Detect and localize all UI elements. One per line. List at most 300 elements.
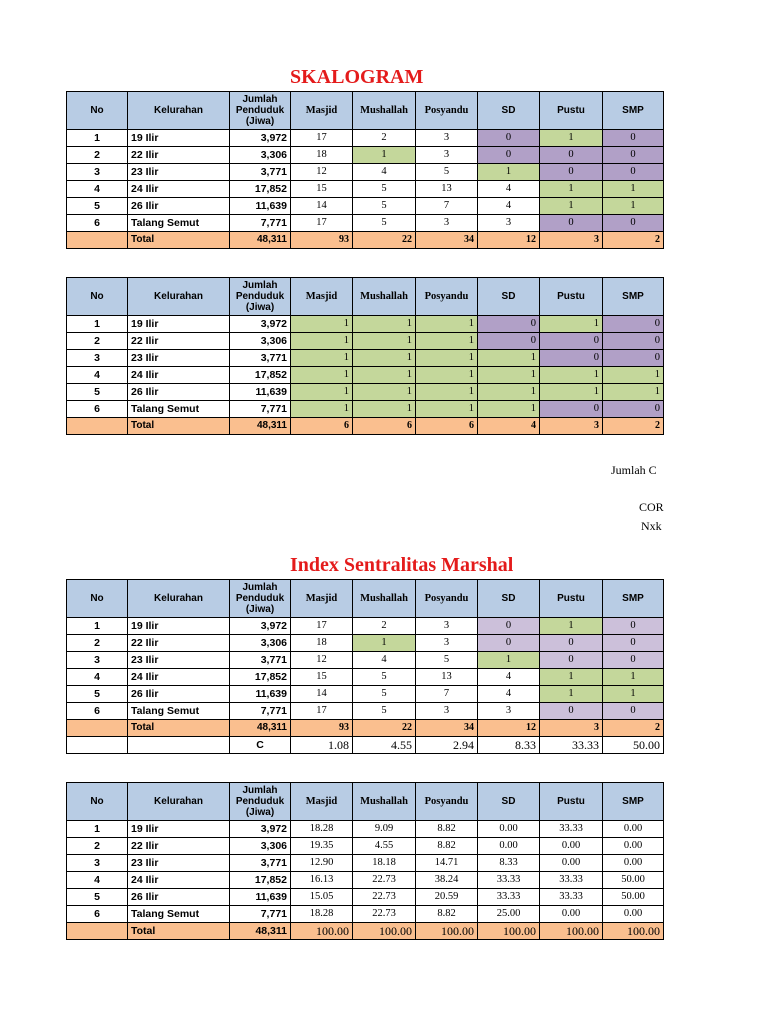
cell-kelurahan: 24 Ilir (128, 872, 230, 889)
cell-masjid: 18.28 (291, 821, 353, 838)
skalogram-table (66, 91, 664, 249)
cell-sd: 4 (478, 686, 540, 703)
table-header (67, 783, 664, 821)
header-masjid: Masjid (291, 580, 353, 618)
cell-sd: 0 (478, 333, 540, 350)
cell-masjid: 17 (291, 618, 353, 635)
table-header (67, 92, 664, 130)
cell-jumlah: 11,639 (230, 889, 291, 906)
table-row (67, 821, 664, 838)
cell-posyandu: 3 (416, 618, 478, 635)
total-mushallah: 22 (353, 232, 416, 249)
total-sd: 4 (478, 418, 540, 435)
cell-sd: 0 (478, 618, 540, 635)
cell-smp: 0 (603, 333, 664, 350)
cell-kelurahan: Talang Semut (128, 906, 230, 923)
total-sd: 12 (478, 720, 540, 737)
cell-sd: 1 (478, 384, 540, 401)
cell-smp: 1 (603, 181, 664, 198)
cell-smp: 0 (603, 703, 664, 720)
header-smp: SMP (603, 783, 664, 821)
cell-sd: 25.00 (478, 906, 540, 923)
side-text-jumlah-c: Jumlah C (611, 463, 657, 477)
cell-posyandu: 13 (416, 669, 478, 686)
total-mushallah: 100.00 (353, 923, 416, 940)
cell-masjid: 17 (291, 703, 353, 720)
cell-smp: 0 (603, 147, 664, 164)
header-kelurahan: Kelurahan (128, 278, 230, 316)
cell-sd: 4 (478, 669, 540, 686)
cell-masjid: 1 (291, 384, 353, 401)
cell-no: 5 (67, 686, 128, 703)
table-row (67, 350, 664, 367)
cell-mushallah: 18.18 (353, 855, 416, 872)
table-row (67, 316, 664, 333)
cell-no: 6 (67, 215, 128, 232)
cell-masjid: 1 (291, 401, 353, 418)
cell-smp: 0 (603, 316, 664, 333)
side-text-cor: COR (639, 500, 664, 514)
cell-smp: 0 (603, 635, 664, 652)
cell-mushallah: 5 (353, 703, 416, 720)
header-pustu: Pustu (540, 92, 603, 130)
cell-pustu: 1 (540, 316, 603, 333)
cell-sd: 1 (478, 367, 540, 384)
binary-skalogram-table (66, 277, 664, 435)
cell-sd: 0.00 (478, 821, 540, 838)
header-sd: SD (478, 278, 540, 316)
cell-posyandu: 7 (416, 198, 478, 215)
cell-mushallah: 1 (353, 333, 416, 350)
table-row (67, 635, 664, 652)
cell-smp: 0 (603, 618, 664, 635)
cell-smp: 0 (603, 401, 664, 418)
cell-sd: 0 (478, 147, 540, 164)
header-masjid: Masjid (291, 92, 353, 130)
cell-no: 1 (67, 618, 128, 635)
total-posyandu: 34 (416, 720, 478, 737)
total-masjid: 100.00 (291, 923, 353, 940)
header-mushallah: Mushallah (353, 580, 416, 618)
total-masjid: 6 (291, 418, 353, 435)
cell-kelurahan: Talang Semut (128, 215, 230, 232)
cell-posyandu: 20.59 (416, 889, 478, 906)
cell-jumlah: 3,972 (230, 316, 291, 333)
header-sd: SD (478, 92, 540, 130)
cell-masjid: 18 (291, 147, 353, 164)
cell-kelurahan: 23 Ilir (128, 652, 230, 669)
cell-posyandu: 38.24 (416, 872, 478, 889)
total-row (67, 923, 664, 940)
cell-kelurahan: 23 Ilir (128, 164, 230, 181)
cell-pustu: 0 (540, 164, 603, 181)
header-pustu: Pustu (540, 278, 603, 316)
cell-posyandu: 5 (416, 652, 478, 669)
table-row (67, 181, 664, 198)
cell-kelurahan: 26 Ilir (128, 198, 230, 215)
cell-no: 2 (67, 635, 128, 652)
cell-sd: 4 (478, 181, 540, 198)
header-sd: SD (478, 580, 540, 618)
cell-posyandu: 1 (416, 316, 478, 333)
cell-smp: 1 (603, 367, 664, 384)
header-masjid: Masjid (291, 278, 353, 316)
cell-sd: 0 (478, 635, 540, 652)
cell-pustu: 1 (540, 198, 603, 215)
table-row (67, 198, 664, 215)
cell-kelurahan: 19 Ilir (128, 618, 230, 635)
cell-pustu: 1 (540, 130, 603, 147)
cell-no: 4 (67, 872, 128, 889)
header-jumlah: Jumlah Penduduk (Jiwa) (230, 92, 291, 130)
cell-kelurahan: 19 Ilir (128, 130, 230, 147)
cell-posyandu: 1 (416, 350, 478, 367)
cell-masjid: 12 (291, 652, 353, 669)
header-posyandu: Posyandu (416, 278, 478, 316)
cell-sd: 8.33 (478, 855, 540, 872)
cell-jumlah: 17,852 (230, 367, 291, 384)
cell-mushallah: 5 (353, 198, 416, 215)
cell-masjid: 18.28 (291, 906, 353, 923)
header-pustu: Pustu (540, 580, 603, 618)
cell-pustu: 33.33 (540, 889, 603, 906)
cell-mushallah: 4 (353, 164, 416, 181)
c-row (67, 737, 664, 754)
cell-smp: 1 (603, 198, 664, 215)
cell-posyandu: 1 (416, 367, 478, 384)
cell-pustu: 0.00 (540, 855, 603, 872)
total-pustu: 100.00 (540, 923, 603, 940)
total-row (67, 232, 664, 249)
cell-pustu: 33.33 (540, 821, 603, 838)
header-no: No (67, 783, 128, 821)
cell-kelurahan: 24 Ilir (128, 181, 230, 198)
cell-mushallah: 5 (353, 669, 416, 686)
cell-sd: 3 (478, 703, 540, 720)
cell-sd: 1 (478, 401, 540, 418)
cell-smp: 0.00 (603, 821, 664, 838)
cell-sd: 33.33 (478, 872, 540, 889)
cell-kelurahan: 26 Ilir (128, 889, 230, 906)
cell-kelurahan: 22 Ilir (128, 635, 230, 652)
cell-no: 6 (67, 703, 128, 720)
header-jumlah: Jumlah Penduduk (Jiwa) (230, 278, 291, 316)
cell-jumlah: 7,771 (230, 401, 291, 418)
cell-sd: 1 (478, 164, 540, 181)
cell-posyandu: 5 (416, 164, 478, 181)
cell-posyandu: 1 (416, 333, 478, 350)
cell-mushallah: 5 (353, 686, 416, 703)
cell-sd: 0.00 (478, 838, 540, 855)
total-posyandu: 100.00 (416, 923, 478, 940)
cell-jumlah: 17,852 (230, 669, 291, 686)
total-masjid: 93 (291, 720, 353, 737)
cell-smp: 1 (603, 686, 664, 703)
cell-posyandu: 14.71 (416, 855, 478, 872)
cell-no: 5 (67, 198, 128, 215)
c-masjid: 1.08 (291, 737, 353, 754)
cell-no: 5 (67, 889, 128, 906)
cell-pustu: 1 (540, 367, 603, 384)
cell-pustu: 0.00 (540, 906, 603, 923)
side-text-nxk: Nxk (641, 519, 662, 533)
total-jumlah: 48,311 (230, 923, 291, 940)
cell-masjid: 14 (291, 198, 353, 215)
cell-kelurahan: 23 Ilir (128, 350, 230, 367)
cell-jumlah: 11,639 (230, 686, 291, 703)
cell-smp: 0 (603, 130, 664, 147)
cell-smp: 0 (603, 350, 664, 367)
header-kelurahan: Kelurahan (128, 783, 230, 821)
table-row (67, 652, 664, 669)
total-jumlah: 48,311 (230, 232, 291, 249)
cell-kelurahan: 22 Ilir (128, 333, 230, 350)
cell-posyandu: 3 (416, 635, 478, 652)
cell-mushallah: 1 (353, 384, 416, 401)
total-smp: 100.00 (603, 923, 664, 940)
total-masjid: 93 (291, 232, 353, 249)
table-row (67, 838, 664, 855)
total-jumlah: 48,311 (230, 720, 291, 737)
total-smp: 2 (603, 418, 664, 435)
cell-smp: 1 (603, 669, 664, 686)
cell-no: 1 (67, 130, 128, 147)
cell-mushallah: 4 (353, 652, 416, 669)
header-mushallah: Mushallah (353, 92, 416, 130)
weighted-index-table (66, 782, 664, 940)
cell-no: 1 (67, 316, 128, 333)
cell-smp: 50.00 (603, 872, 664, 889)
total-pustu: 3 (540, 720, 603, 737)
cell-mushallah: 1 (353, 316, 416, 333)
total-row (67, 418, 664, 435)
cell-masjid: 15 (291, 669, 353, 686)
cell-sd: 1 (478, 350, 540, 367)
cell-kelurahan: Talang Semut (128, 703, 230, 720)
cell-smp: 0.00 (603, 906, 664, 923)
cell-sd: 0 (478, 316, 540, 333)
cell-pustu: 1 (540, 181, 603, 198)
table-row (67, 401, 664, 418)
cell-posyandu: 8.82 (416, 838, 478, 855)
table-row (67, 164, 664, 181)
cell-jumlah: 17,852 (230, 872, 291, 889)
cell-jumlah: 3,771 (230, 350, 291, 367)
table-row (67, 384, 664, 401)
header-posyandu: Posyandu (416, 92, 478, 130)
total-posyandu: 6 (416, 418, 478, 435)
cell-mushallah: 1 (353, 147, 416, 164)
table-row (67, 703, 664, 720)
cell-pustu: 0 (540, 703, 603, 720)
header-smp: SMP (603, 278, 664, 316)
cell-sd: 0 (478, 130, 540, 147)
index-sentralitas-table (66, 579, 664, 754)
table-row (67, 147, 664, 164)
cell-pustu: 0 (540, 147, 603, 164)
cell-mushallah: 1 (353, 350, 416, 367)
total-mushallah: 6 (353, 418, 416, 435)
cell-jumlah: 7,771 (230, 215, 291, 232)
table-row (67, 669, 664, 686)
cell-mushallah: 22.73 (353, 872, 416, 889)
header-mushallah: Mushallah (353, 278, 416, 316)
cell-masjid: 1 (291, 350, 353, 367)
cell-smp: 0 (603, 215, 664, 232)
total-smp: 2 (603, 720, 664, 737)
total-label: Total (128, 923, 230, 940)
header-smp: SMP (603, 580, 664, 618)
table-row (67, 686, 664, 703)
table-row (67, 333, 664, 350)
cell-jumlah: 3,771 (230, 652, 291, 669)
cell-mushallah: 1 (353, 401, 416, 418)
table-row (67, 215, 664, 232)
header-kelurahan: Kelurahan (128, 92, 230, 130)
table-row (67, 889, 664, 906)
header-kelurahan: Kelurahan (128, 580, 230, 618)
header-mushallah: Mushallah (353, 783, 416, 821)
cell-no: 3 (67, 350, 128, 367)
cell-masjid: 1 (291, 367, 353, 384)
cell-jumlah: 3,306 (230, 333, 291, 350)
header-jumlah: Jumlah Penduduk (Jiwa) (230, 580, 291, 618)
cell-mushallah: 22.73 (353, 906, 416, 923)
cell-mushallah: 4.55 (353, 838, 416, 855)
cell-pustu: 0 (540, 652, 603, 669)
cell-pustu: 0 (540, 401, 603, 418)
cell-jumlah: 11,639 (230, 384, 291, 401)
cell-mushallah: 22.73 (353, 889, 416, 906)
table-header (67, 580, 664, 618)
total-label: Total (128, 232, 230, 249)
cell-kelurahan: 19 Ilir (128, 821, 230, 838)
header-posyandu: Posyandu (416, 783, 478, 821)
total-smp: 2 (603, 232, 664, 249)
cell-masjid: 19.35 (291, 838, 353, 855)
cell-smp: 0.00 (603, 838, 664, 855)
cell-masjid: 1 (291, 333, 353, 350)
cell-no: 4 (67, 181, 128, 198)
table-row (67, 130, 664, 147)
cell-no: 5 (67, 384, 128, 401)
cell-mushallah: 9.09 (353, 821, 416, 838)
table-row (67, 906, 664, 923)
header-no: No (67, 92, 128, 130)
cell-kelurahan: 22 Ilir (128, 838, 230, 855)
cell-masjid: 17 (291, 130, 353, 147)
header-smp: SMP (603, 92, 664, 130)
cell-posyandu: 1 (416, 384, 478, 401)
cell-smp: 50.00 (603, 889, 664, 906)
cell-jumlah: 3,306 (230, 838, 291, 855)
c-sd: 8.33 (478, 737, 540, 754)
cell-no: 4 (67, 367, 128, 384)
cell-pustu: 1 (540, 618, 603, 635)
table-row (67, 855, 664, 872)
page-title-skalogram: SKALOGRAM (290, 66, 424, 88)
cell-pustu: 0 (540, 215, 603, 232)
cell-smp: 0 (603, 164, 664, 181)
table-row (67, 367, 664, 384)
cell-no: 6 (67, 906, 128, 923)
cell-smp: 0 (603, 652, 664, 669)
cell-no: 2 (67, 333, 128, 350)
cell-kelurahan: 24 Ilir (128, 367, 230, 384)
cell-kelurahan: 26 Ilir (128, 384, 230, 401)
c-posyandu: 2.94 (416, 737, 478, 754)
total-posyandu: 34 (416, 232, 478, 249)
cell-jumlah: 3,306 (230, 147, 291, 164)
cell-masjid: 12.90 (291, 855, 353, 872)
c-label: C (230, 737, 291, 754)
cell-masjid: 15 (291, 181, 353, 198)
c-pustu: 33.33 (540, 737, 603, 754)
total-label: Total (128, 720, 230, 737)
total-pustu: 3 (540, 232, 603, 249)
total-sd: 100.00 (478, 923, 540, 940)
cell-posyandu: 3 (416, 703, 478, 720)
cell-no: 4 (67, 669, 128, 686)
cell-no: 2 (67, 838, 128, 855)
total-mushallah: 22 (353, 720, 416, 737)
cell-jumlah: 3,972 (230, 821, 291, 838)
table-row (67, 618, 664, 635)
header-no: No (67, 580, 128, 618)
total-sd: 12 (478, 232, 540, 249)
total-label: Total (128, 418, 230, 435)
cell-pustu: 1 (540, 384, 603, 401)
header-no: No (67, 278, 128, 316)
cell-smp: 0.00 (603, 855, 664, 872)
cell-pustu: 0 (540, 635, 603, 652)
cell-jumlah: 3,771 (230, 164, 291, 181)
total-pustu: 3 (540, 418, 603, 435)
cell-masjid: 18 (291, 635, 353, 652)
cell-masjid: 16.13 (291, 872, 353, 889)
cell-jumlah: 7,771 (230, 703, 291, 720)
cell-jumlah: 3,306 (230, 635, 291, 652)
cell-sd: 33.33 (478, 889, 540, 906)
cell-pustu: 0.00 (540, 838, 603, 855)
cell-jumlah: 17,852 (230, 181, 291, 198)
cell-mushallah: 2 (353, 130, 416, 147)
cell-jumlah: 3,972 (230, 130, 291, 147)
cell-posyandu: 3 (416, 147, 478, 164)
cell-no: 3 (67, 855, 128, 872)
header-pustu: Pustu (540, 783, 603, 821)
cell-no: 2 (67, 147, 128, 164)
cell-no: 3 (67, 652, 128, 669)
cell-posyandu: 8.82 (416, 821, 478, 838)
table-row (67, 872, 664, 889)
c-mushallah: 4.55 (353, 737, 416, 754)
cell-posyandu: 3 (416, 215, 478, 232)
cell-kelurahan: 22 Ilir (128, 147, 230, 164)
cell-kelurahan: 23 Ilir (128, 855, 230, 872)
cell-mushallah: 5 (353, 215, 416, 232)
cell-jumlah: 11,639 (230, 198, 291, 215)
total-row (67, 720, 664, 737)
header-jumlah: Jumlah Penduduk (Jiwa) (230, 783, 291, 821)
cell-posyandu: 7 (416, 686, 478, 703)
cell-pustu: 0 (540, 350, 603, 367)
c-smp: 50.00 (603, 737, 664, 754)
cell-kelurahan: 24 Ilir (128, 669, 230, 686)
cell-kelurahan: 26 Ilir (128, 686, 230, 703)
cell-sd: 1 (478, 652, 540, 669)
cell-sd: 3 (478, 215, 540, 232)
